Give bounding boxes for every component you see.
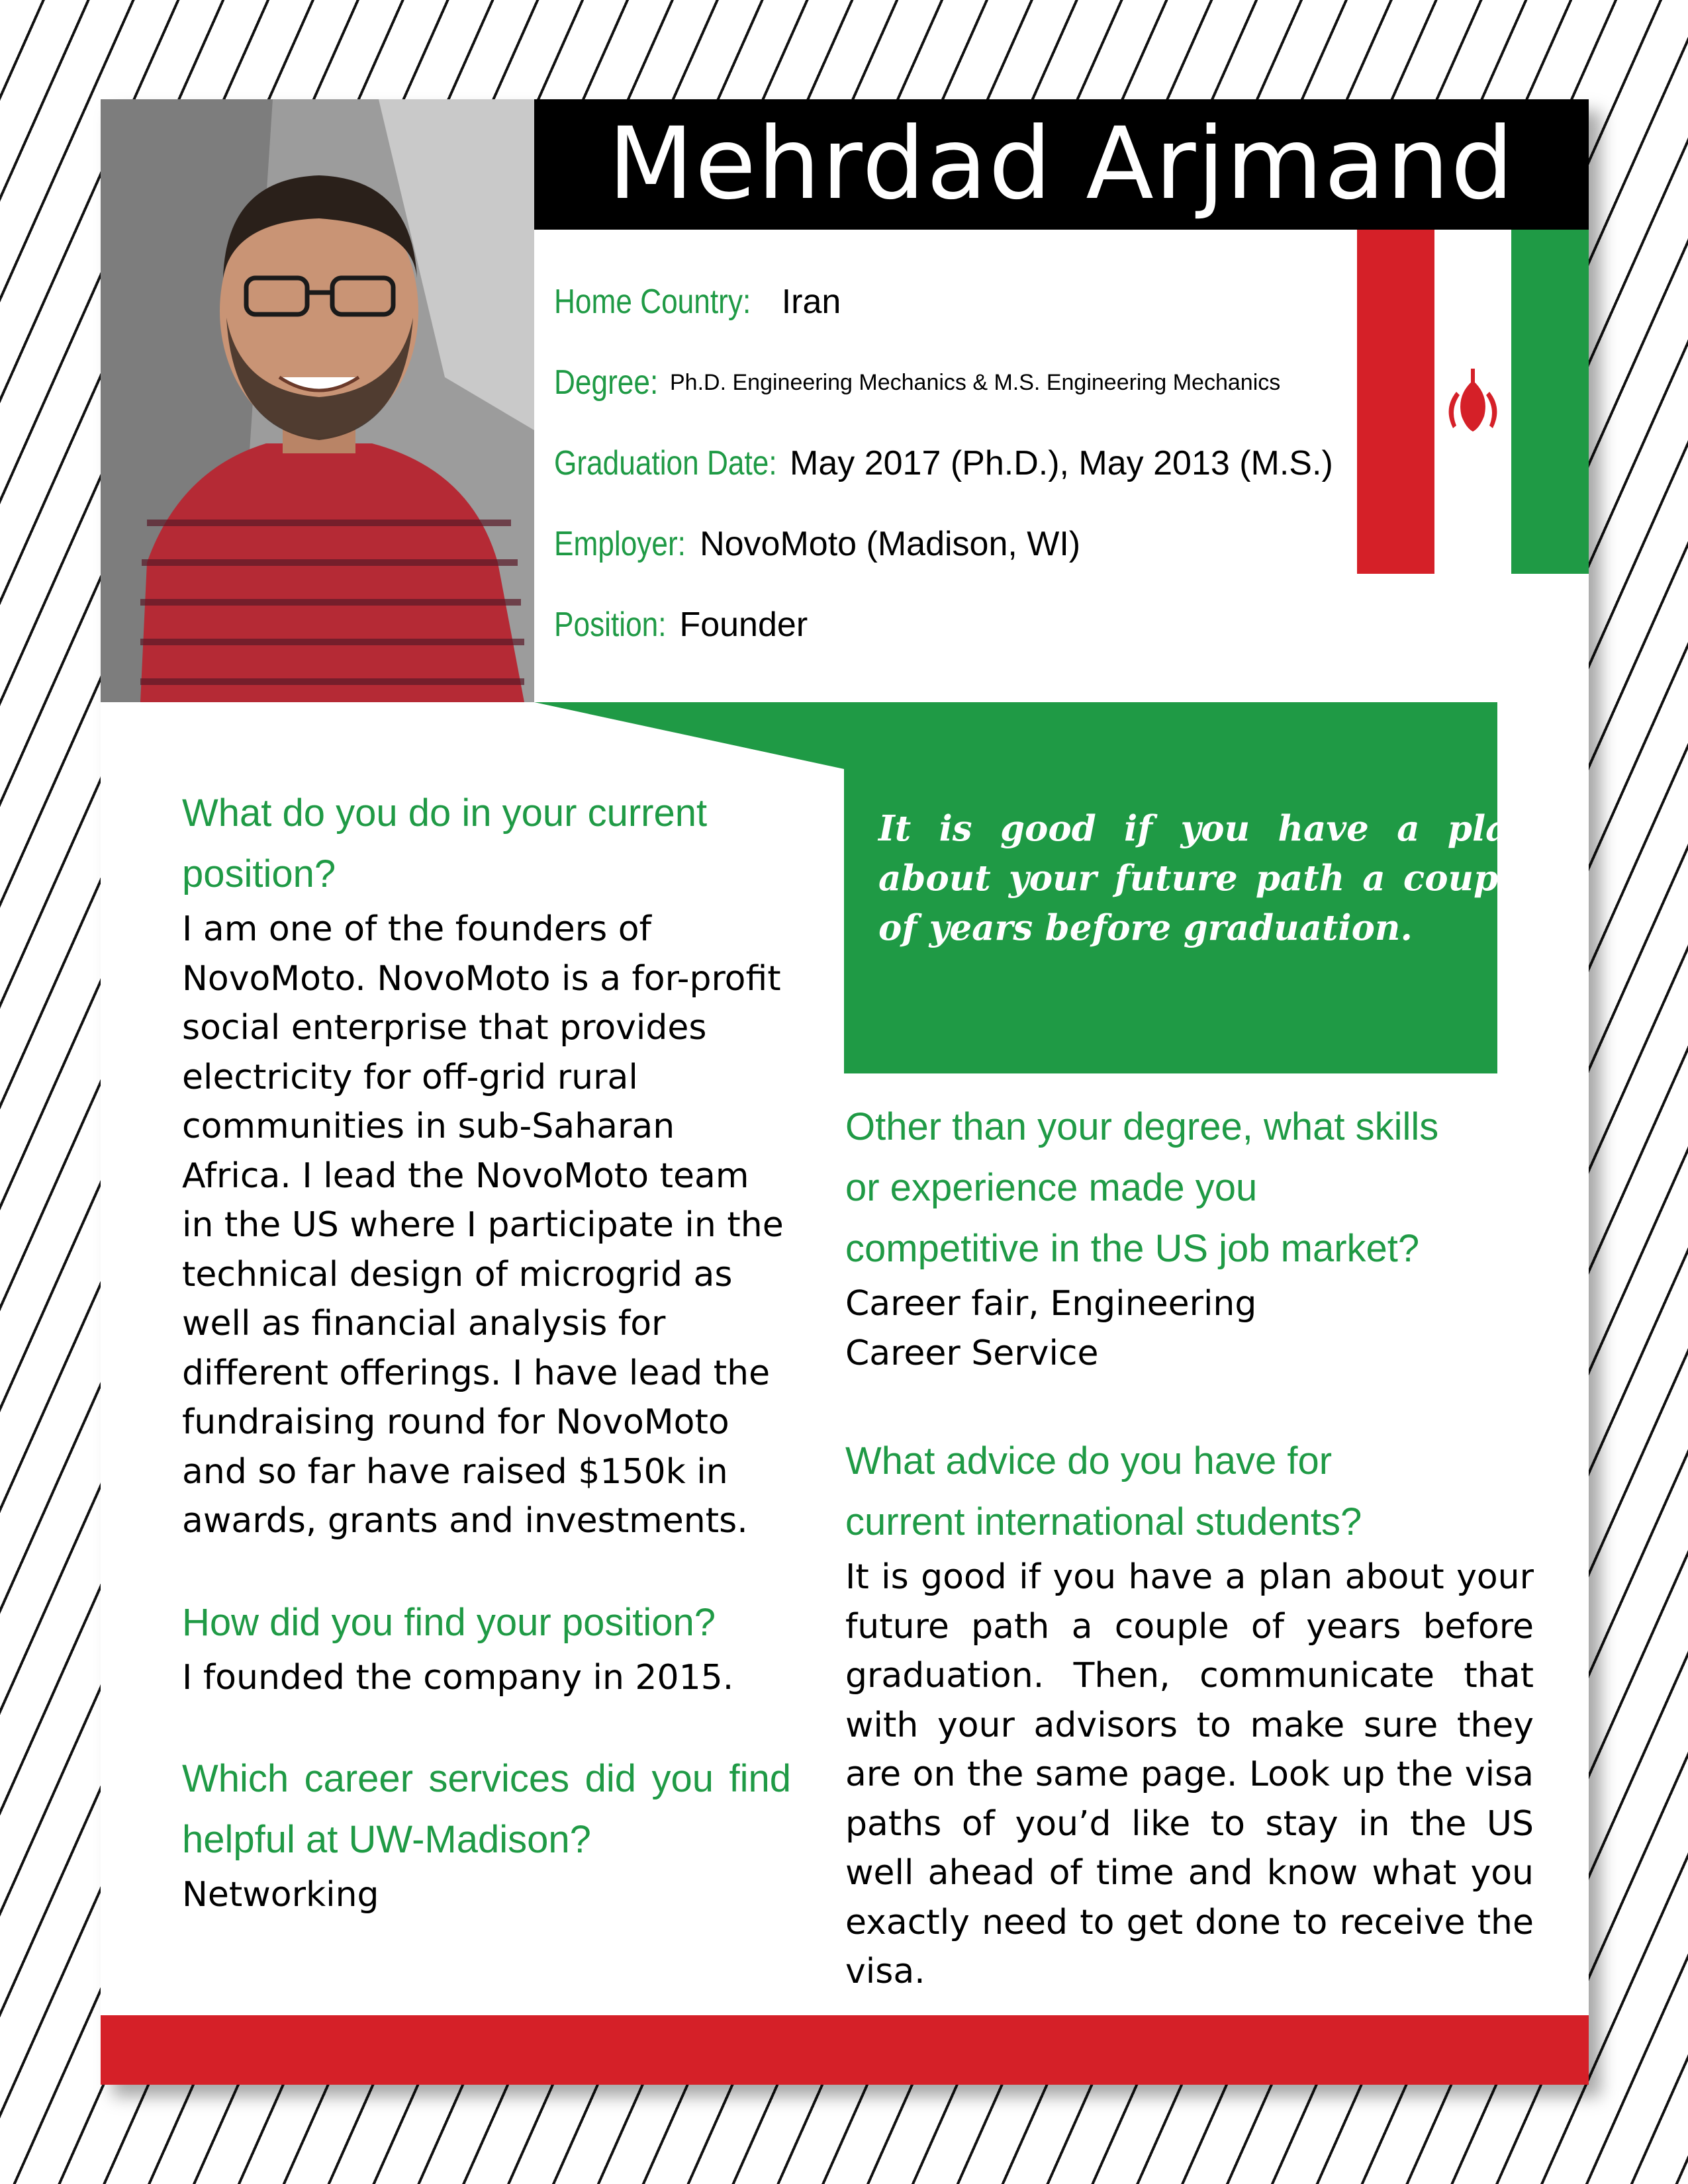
question-skills: Other than your degree, what skills or experience made you competitive in the US job market? [845,1105,1439,1270]
graduation-value: May 2017 (Ph.D.), May 2013 (M.S.) [790,444,1333,482]
question-find-position: How did you find your position? [182,1600,716,1644]
left-qa-column [182,783,791,1920]
profile-card [101,99,1589,2085]
right-qa-column [845,1097,1534,1997]
home-country-label: Home Country: [554,283,751,321]
answer-skills: Career fair, Engineering Career Service [845,1284,1257,1373]
position-value: Founder [679,606,808,644]
degree-label: Degree: [554,363,659,402]
employer-value: NovoMoto (Madison, WI) [700,525,1081,563]
answer-find-position: I founded the company in 2015. [182,1657,734,1698]
pull-quote: It is good if you have a plan about your future path a couple of years before graduation. [878,808,1534,948]
home-country-value: Iran [781,283,841,321]
graduation-label: Graduation Date: [554,444,777,482]
position-label: Position: [554,606,667,644]
degree-value: Ph.D. Engineering Mechanics & M.S. Engineering Mechanics [670,369,1281,395]
answer-career-services: Networking [182,1875,379,1915]
question-career-services: Which career services did you find helpful at UW-Madison? [182,1757,791,1861]
answer-advice: It is good if you have a plan about your future path a couple of years before graduation. Then, communicate that with your advisors to make sure they are on the same page. Look up the visa paths of you’d like to stay in the US well ahead of time and know what you exactly need to get done to receive the visa. [845,1557,1534,1991]
employer-label: Employer: [554,525,686,563]
question-advice: What advice do you have for current international students? [845,1439,1362,1543]
footer-red-bar [101,2015,1589,2085]
profile-name: Mehrdad Arjmand [534,99,1589,230]
question-current-position: What do you do in your current position? [182,792,708,895]
answer-current-position: I am one of the founders of NovoMoto. NovoMoto is a for-profit social enterprise that provides electricity for off-grid rural communities in sub-Saharan Africa. I lead the NovoMoto team in the US where I participate in the technical design of microgrid as well as financial analysis for different offerings. I have lead the fundraising round for NovoMoto and so far have raised $150k in awards, grants and investments. [182,909,784,1541]
